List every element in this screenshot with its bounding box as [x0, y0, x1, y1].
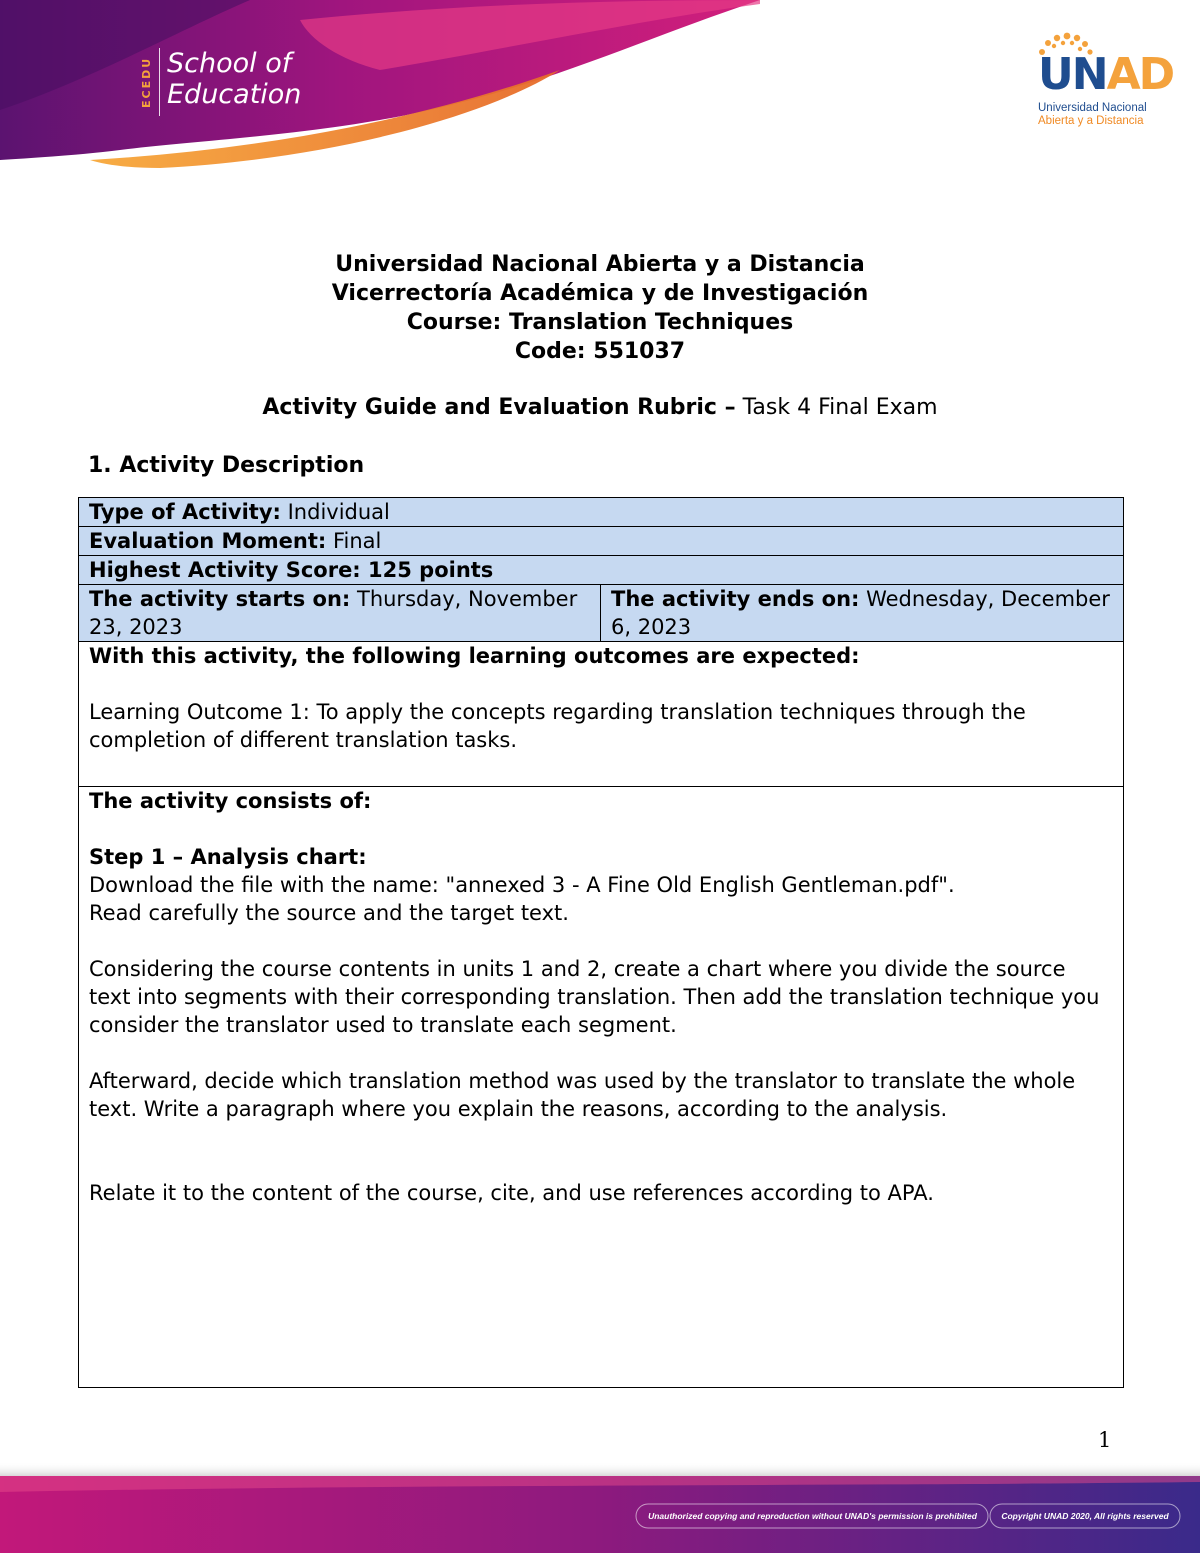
end-date-cell: The activity ends on: Wednesday, December 6, 2023 — [601, 585, 1124, 642]
step1-download-instruction: Download the file with the name: "annexed 3 - A Fine Old English Gentleman.pdf". — [89, 873, 955, 897]
course-code: Code: 551037 — [514, 339, 686, 364]
activity-consists-row — [79, 787, 1124, 1388]
page-number: 1 — [1098, 1428, 1112, 1452]
unad-subtitle-line1: Universidad Nacional — [1038, 102, 1147, 114]
course-title: Course: Translation Techniques — [406, 310, 794, 335]
document-title-block — [0, 250, 1200, 366]
step1-read-instruction: Read carefully the source and the target text. — [89, 901, 569, 925]
school-name-line1: School of — [167, 48, 292, 79]
ecedu-vertical-tag: ECEDU — [140, 56, 153, 108]
type-of-activity-row: Type of Activity: Individual — [79, 498, 1124, 527]
footer-copying-notice: Unauthorized copying and reproduction without UNAD's permission is prohibited — [648, 1511, 977, 1521]
unad-wordmark: UNAD — [1038, 49, 1174, 100]
start-date-cell: The activity starts on: Thursday, November 23, 2023 — [79, 585, 601, 642]
footer-copyright: Copyright UNAD 2020, All rights reserved — [1001, 1511, 1169, 1521]
unad-subtitle-line2: Abierta y a Distancia — [1038, 115, 1144, 127]
vice-rectorate-title: Vicerrectoría Académica y de Investigación — [331, 281, 869, 306]
unad-logo — [1030, 30, 1174, 130]
university-title: Universidad Nacional Abierta y a Distancia — [335, 252, 865, 277]
learning-outcome-1: Learning Outcome 1: To apply the concepts regarding translation techniques through the completion of different translation tasks. — [89, 700, 1026, 752]
activity-description-table — [78, 497, 1124, 1388]
step1-references-instruction: Relate it to the content of the course, cite, and use references according to APA. — [89, 1181, 934, 1205]
school-name — [167, 48, 357, 110]
highest-score-row: Highest Activity Score: 125 points — [79, 556, 1124, 585]
school-name-line2: Education — [167, 79, 302, 110]
activity-dates-row — [79, 585, 1124, 642]
step1-chart-instruction: Considering the course contents in units 1 and 2, create a chart where you divide the source text into segments with their corresponding translation. Then add the translation technique you consider the translator used to translate each segment. — [89, 957, 1100, 1037]
learning-outcomes-heading: With this activity, the following learning outcomes are expected: — [89, 644, 860, 668]
step1-method-instruction: Afterward, decide which translation method was used by the translator to translate the whole text. Write a paragraph where you explain the reasons, according to the analysis. — [89, 1069, 1076, 1121]
step1-heading: Step 1 – Analysis chart: — [89, 845, 367, 869]
evaluation-moment-row: Evaluation Moment: Final — [79, 527, 1124, 556]
logo-divider — [159, 48, 160, 116]
learning-outcomes-row — [79, 642, 1124, 787]
section-heading-activity-description: 1. Activity Description — [88, 453, 365, 478]
guide-title: Activity Guide and Evaluation Rubric – Task 4 Final Exam — [262, 395, 938, 420]
activity-consists-heading: The activity consists of: — [89, 789, 372, 813]
